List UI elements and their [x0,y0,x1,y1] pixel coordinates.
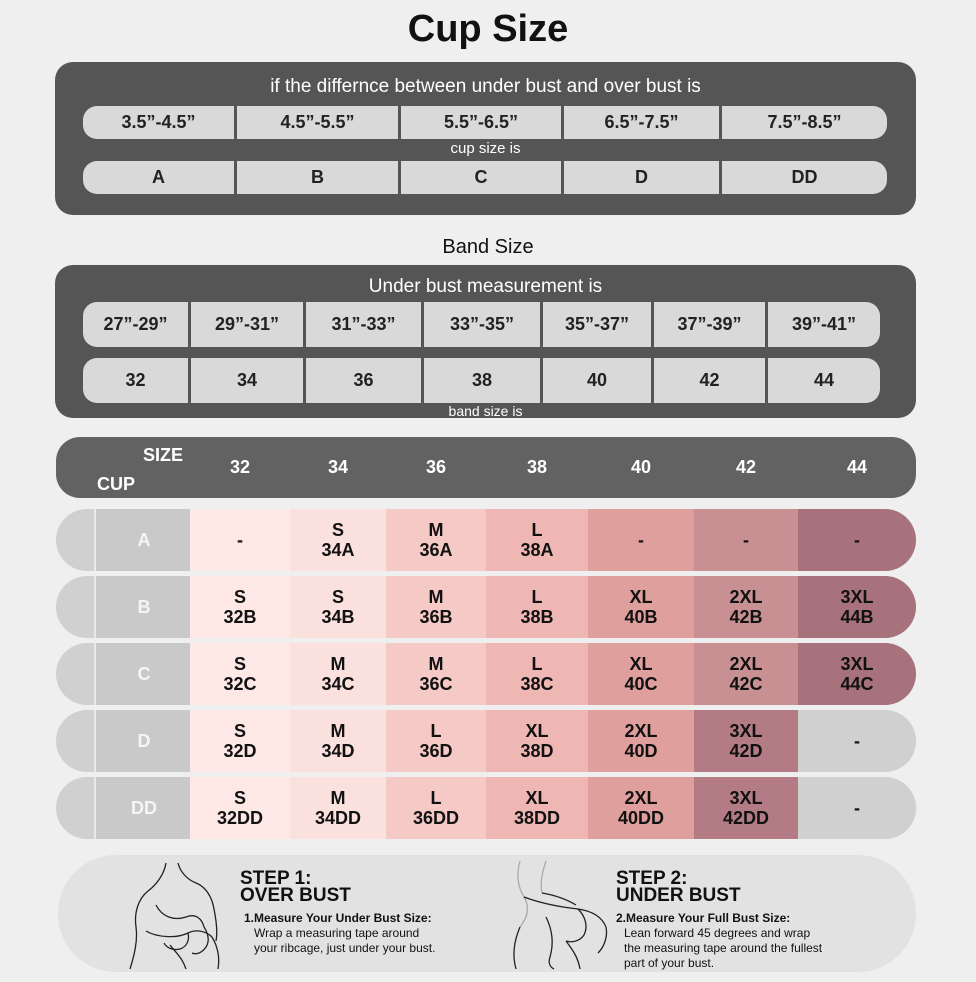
band-size-cell: 34 [191,358,303,403]
size-matrix-cell [386,576,488,638]
letter-size: M [330,788,346,808]
bra-size: 44C [840,674,874,694]
bra-size: 36D [419,741,453,761]
letter-size: L [531,654,543,674]
band-panel-heading: Under bust measurement is [368,276,603,297]
letter-size: L [531,520,543,540]
letter-size: M [330,721,346,741]
band-size-cell: 36 [306,358,421,403]
letter-size: - [638,530,644,550]
letter-size: L [430,788,442,808]
bra-size: 34DD [314,808,362,828]
size-column-header: 36 [425,457,447,477]
size-matrix-cell [486,643,590,705]
bra-size: 42DD [722,808,770,828]
size-matrix-cell [190,576,292,638]
letter-size: - [854,530,860,550]
letter-size: 3XL [729,788,763,808]
size-matrix-cell [386,710,488,772]
letter-size: M [428,520,444,540]
step1-title-line1: STEP 1: [240,868,312,889]
step2-title-line1: STEP 2: [616,868,688,889]
bra-size: 38C [520,674,554,694]
woman-measuring-underbust-icon [126,861,231,971]
band-range-cell: 29”-31” [191,302,303,347]
cup-row-label: D [94,710,192,772]
letter-size: - [854,731,860,751]
bra-size: 42C [729,674,763,694]
size-matrix-cell [290,710,388,772]
size-matrix-cell [190,643,292,705]
letter-size: 2XL [624,788,658,808]
size-matrix-cell [386,643,488,705]
letter-size: S [331,587,344,607]
bra-size: 38DD [513,808,561,828]
size-matrix-cell [798,643,916,705]
bra-size: 34C [321,674,355,694]
bra-size: 40DD [617,808,665,828]
cup-size-is-label: cup size is [450,140,521,157]
size-matrix-cell [386,777,488,839]
size-matrix-row [56,509,916,571]
bra-size: 34B [321,607,355,627]
size-matrix-cell [290,576,388,638]
letter-size: 3XL [840,587,874,607]
cup-letter-row [83,161,887,194]
bra-size: 38B [520,607,554,627]
size-matrix-cell [290,643,388,705]
band-range-cell: 39”-41” [768,302,880,347]
band-range-cell: 37”-39” [654,302,765,347]
letter-size: 2XL [729,587,763,607]
letter-size: S [233,587,246,607]
size-matrix-cell [486,777,590,839]
size-matrix-cell [588,710,696,772]
size-matrix-cell [386,509,488,571]
letter-size: M [428,654,444,674]
step2-instruction-line: Lean forward 45 degrees and wrap [624,926,811,940]
bra-size: 36DD [412,808,460,828]
letter-size: 3XL [840,654,874,674]
size-matrix-cell [694,777,800,839]
bra-size: 32DD [216,808,264,828]
measuring-steps [58,855,916,972]
cup-range-cell: 3.5”-4.5” [83,106,234,139]
letter-size: XL [629,587,653,607]
size-matrix-cell [798,509,916,571]
size-matrix-cell [798,576,916,638]
step1-instruction-title: 1.Measure Your Under Bust Size: [244,911,432,925]
letter-size: S [233,721,246,741]
cup-range-cell: 7.5”-8.5” [722,106,887,139]
size-matrix-cell [190,777,292,839]
band-size-cell: 32 [83,358,188,403]
cup-size-panel [55,62,916,215]
size-matrix-cell [588,509,696,571]
cup-letter-cell: D [564,161,719,194]
bra-size: 36C [419,674,453,694]
bra-size: 32C [223,674,257,694]
step2-instruction-line: the measuring tape around the fullest [624,941,823,955]
band-size-cell: 38 [424,358,540,403]
bra-size: 40D [624,741,658,761]
letter-size: M [330,654,346,674]
size-matrix-row [56,777,916,839]
cup-range-cell: 5.5”-6.5” [401,106,561,139]
step1-instruction-line: your ribcage, just under your bust. [254,941,436,955]
letter-size: 2XL [624,721,658,741]
band-range-cell: 31”-33” [306,302,421,347]
cup-letter-cell: B [237,161,398,194]
bra-size: 40B [624,607,658,627]
bra-size: 32D [223,741,257,761]
band-size-cell: 42 [654,358,765,403]
size-matrix-cell [290,509,388,571]
bra-size: 42B [729,607,763,627]
letter-size: L [430,721,442,741]
size-matrix-row [56,710,916,772]
cup-range-row [83,106,887,139]
size-matrix-cell [588,777,696,839]
letter-size: S [233,788,246,808]
size-axis-label: SIZE [143,445,184,465]
band-size-cell: 40 [543,358,651,403]
band-size-title: Band Size [442,236,534,258]
size-matrix-cell [290,777,388,839]
cup-row-label: A [94,509,192,571]
size-column-header: 34 [327,457,349,477]
bra-size: 38A [520,540,554,560]
band-size-panel [55,265,916,418]
letter-size: S [233,654,246,674]
size-matrix-row [56,576,916,638]
page-title: Cup Size [407,8,569,50]
letter-size: - [237,530,243,550]
letter-size: 2XL [729,654,763,674]
bra-size: 44B [840,607,874,627]
bra-size: 34D [321,741,355,761]
size-column-header: 44 [846,457,868,477]
size-matrix-cell [588,576,696,638]
cup-letter-cell: A [83,161,234,194]
cup-row-label: DD [94,777,192,839]
size-matrix-cell [190,509,292,571]
bra-size: 34A [321,540,355,560]
size-matrix-cell [694,710,800,772]
cup-letter-cell: C [401,161,561,194]
bra-size: 36B [419,607,453,627]
cup-axis-label: CUP [97,474,136,494]
woman-leaning-measuring-bust-icon [506,857,616,971]
step1-instruction-line: Wrap a measuring tape around [254,926,420,940]
bra-size: 32B [223,607,257,627]
letter-size: - [854,798,860,818]
letter-size: M [428,587,444,607]
letter-size: XL [525,788,549,808]
step2-instruction-title: 2.Measure Your Full Bust Size: [616,911,791,925]
bra-size: 36A [419,540,453,560]
step2-title-line2: UNDER BUST [616,885,741,906]
size-matrix-cell [798,777,916,839]
cup-panel-heading: if the differnce between under bust and over bust is [270,76,701,97]
letter-size: L [531,587,543,607]
cup-row-label: B [94,576,192,638]
band-size-row [83,358,880,403]
size-column-header: 42 [735,457,757,477]
letter-size: - [743,530,749,550]
cup-range-cell: 6.5”-7.5” [564,106,719,139]
letter-size: XL [525,721,549,741]
letter-size: XL [629,654,653,674]
size-matrix-cell [694,643,800,705]
step1-title-line2: OVER BUST [240,885,351,906]
cup-row-label: C [94,643,192,705]
cup-range-cell: 4.5”-5.5” [237,106,398,139]
cup-letter-cell: DD [722,161,887,194]
band-size-cell: 44 [768,358,880,403]
step2-instruction-line: part of your bust. [624,956,715,970]
bra-size: 40C [624,674,658,694]
size-matrix-cell [798,710,916,772]
band-size-is-label: band size is [448,403,523,419]
size-matrix-row [56,643,916,705]
size-matrix-cell [694,576,800,638]
letter-size: 3XL [729,721,763,741]
size-matrix-cell [486,509,590,571]
size-matrix-cell [694,509,800,571]
size-matrix-cell [486,576,590,638]
bra-size: 42D [729,741,763,761]
bra-size: 38D [520,741,554,761]
size-column-header: 40 [630,457,652,477]
band-range-row [83,302,880,347]
size-matrix-cell [190,710,292,772]
band-range-cell: 27”-29” [83,302,188,347]
band-range-cell: 33”-35” [424,302,540,347]
size-matrix-header [56,437,916,498]
size-column-header: 38 [526,457,548,477]
letter-size: S [331,520,344,540]
band-range-cell: 35”-37” [543,302,651,347]
size-matrix-cell [486,710,590,772]
size-matrix-cell [588,643,696,705]
size-column-header: 32 [229,457,251,477]
